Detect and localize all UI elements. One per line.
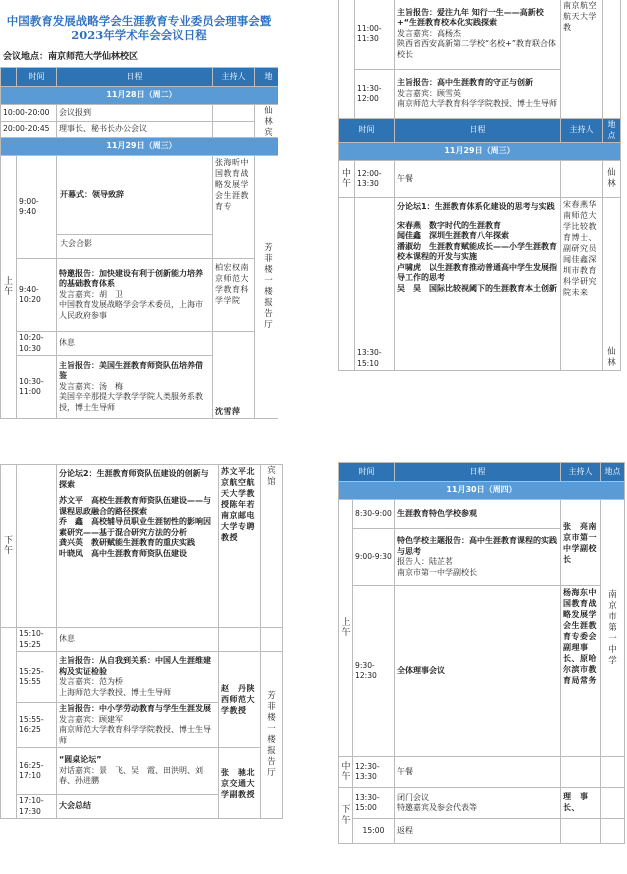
agenda-cell (395, 529, 561, 586)
table-row (1, 748, 283, 795)
agenda-cell (57, 703, 219, 748)
header-host: 主持人 (213, 68, 255, 87)
day-label: 11月29日（周三） (1, 138, 279, 156)
period-cell: 下午 (339, 788, 353, 844)
agenda-cell: 会议报到 (57, 105, 213, 122)
period-cell: 上午 (339, 500, 353, 757)
table-header (339, 119, 621, 143)
time-cell: 15:00 (353, 819, 395, 844)
forum-talk: 龚兴英 教研赋能生涯教育的重庆实践 (59, 538, 195, 547)
table-row (339, 788, 625, 819)
host-cell: 张 亮南京市第一中学副校长 (561, 500, 601, 586)
time-cell: 13:30-15:00 (353, 788, 395, 819)
agenda-cell: 休息 (57, 332, 213, 356)
place-cell (261, 628, 283, 652)
period-cell: 下午 (1, 465, 17, 628)
agenda-cell: 午餐 (395, 161, 561, 198)
time-cell: 9:00-9:30 (353, 529, 395, 586)
host-cell (213, 105, 255, 122)
report-guest: 发言嘉宾：胡 卫 (59, 289, 123, 299)
venue-line: 会议地点：南京师范大学仙林校区 (3, 52, 139, 62)
forum-talk: 吴 昊 国际比较视阈下的生涯教育本土创新 (397, 283, 557, 293)
place-cell: 仙林 (603, 161, 621, 198)
table-row (1, 105, 279, 122)
table-row (1, 156, 279, 259)
header-place: 地点 (601, 463, 625, 482)
forum-title: 分论坛2：生涯教育师资队伍建设的创新与探索 (59, 469, 209, 489)
place-cell (601, 819, 625, 844)
table-row (1, 332, 279, 356)
forum-talk: 苏文平 高校生涯教育师资队伍建设——与课程思政融合的路径探索 (59, 496, 211, 516)
header-time: 时间 (339, 463, 395, 482)
report-guest-desc: 美国辛辛那提大学教学学院人类服务系教授，博士生导师 (59, 392, 203, 412)
host-cell: 理 事长、 (561, 788, 601, 819)
closed-meeting-guests: 特邀嘉宾及参会代表等 (397, 803, 477, 812)
opening-ceremony: 开幕式：领导致辞 (57, 156, 212, 235)
agenda-cell (57, 652, 219, 703)
table-row (1, 628, 283, 652)
schedule-table-1 (0, 67, 278, 419)
time-cell: 17:10-17:30 (17, 795, 57, 819)
day-row (1, 87, 279, 105)
agenda-cell: 午餐 (395, 757, 561, 788)
table-row (339, 500, 625, 529)
agenda-cell: 理事长、秘书长办公会议 (57, 121, 213, 138)
agenda-cell: 大会总结 (57, 795, 219, 819)
host-cell: 杨海东中国教育战略发展学会生涯教育专委会副理事长、原哈尔滨市教育局常务 (561, 586, 601, 757)
time-cell: 15:10-15:25 (17, 628, 57, 652)
place-cell: 宾馆 (261, 465, 283, 628)
day-row (339, 143, 621, 161)
time-cell: 12:00-13:30 (355, 161, 395, 198)
time-cell: 10:00-20:00 (1, 105, 57, 122)
table-row (1, 652, 283, 703)
header-period (1, 68, 17, 87)
agenda-cell (395, 70, 561, 119)
day-label: 11月30日（周四） (339, 482, 625, 500)
agenda-cell (57, 748, 219, 795)
table-row (1, 121, 279, 138)
roundtable-guests: 对话嘉宾：景 飞、吴 霞、田洪明、刘春、孙进鹏 (59, 765, 203, 786)
table-row (339, 819, 625, 844)
forum-talk: 闻佳鑫 深圳生涯教育八年探索 (397, 231, 509, 240)
time-cell (17, 465, 57, 628)
day-row (339, 482, 625, 500)
agenda-cell: 生涯教育特色学校参观 (395, 500, 561, 529)
table-row (1, 259, 279, 332)
time-cell: 9:30-12:30 (353, 586, 395, 757)
closed-meeting: 闭门会议 (397, 792, 429, 802)
time-cell: 9:40-10:20 (17, 259, 57, 332)
period-cell: 中午 (339, 161, 355, 198)
time-cell: 20:00-20:45 (1, 121, 57, 138)
header-time: 时间 (17, 68, 57, 87)
host-cell: 柏宏权南京师范大学教育科学学院 (213, 259, 255, 332)
report-guest-desc: 南京市第一中学副校长 (397, 567, 477, 577)
time-cell: 15:55-16:25 (17, 703, 57, 748)
place-cell: 南京市第一中学 (601, 500, 625, 757)
time-cell: 10:30-11:00 (17, 356, 57, 419)
table-header (339, 463, 625, 482)
report-title: 主旨报告：高中生涯教育的守正与创新 (397, 78, 533, 88)
time-cell: 13:30-15:10 (355, 198, 395, 371)
place-cell (603, 0, 621, 119)
schedule-page-2 (338, 0, 627, 372)
header-place: 地点 (603, 119, 621, 143)
schedule-table-3 (0, 464, 283, 819)
report-guest: 发言嘉宾：顾建军 (59, 714, 123, 724)
schedule-page-1 (0, 0, 278, 428)
report-guest: 报告人：陆芷茗 (397, 557, 453, 566)
forum-talk: 宋春燕 数字时代的生涯教育 (397, 220, 501, 230)
forum-talk: 潘淑幼 生涯教育赋能成长——小学生涯教育校本课程的开发与实施 (397, 241, 557, 261)
forum-talk: 乔 鑫 高校辅导员职业生涯韧性的影响因素研究——基于混合研究方法的分析 (59, 517, 211, 537)
title-line-2: 2023年学术年会会议日程 (71, 28, 207, 42)
host-cell: 苏文平北京航空航天大学教授陈年若南京邮电大学专聘教授 (219, 465, 261, 628)
day-label: 11月28日（周二） (1, 87, 279, 105)
report-title: 主旨报告：爱注九年 知行一生——高新校+“生涯教育校本化实践探索 (397, 7, 544, 28)
header-time: 时间 (339, 119, 395, 143)
period-cell: 上午 (1, 156, 17, 419)
place-cell: 仙林 (603, 198, 621, 371)
host-cell (561, 819, 601, 844)
agenda-cell (57, 259, 213, 332)
table-row (339, 198, 621, 371)
period-cell (339, 198, 355, 371)
period-cell (339, 0, 355, 119)
host-cell (561, 161, 603, 198)
roundtable-title: “圆桌论坛” (59, 755, 102, 765)
report-guest-desc: 南京师范大学教育科学学院教授、博士生导师 (397, 99, 557, 109)
report-guest: 发言嘉宾：高杨杰 (397, 28, 461, 38)
table-row (339, 757, 625, 788)
place-cell: 芳菲楼一楼报告厅 (261, 652, 283, 819)
time-cell: 16:25-17:10 (17, 748, 57, 795)
document-title (0, 14, 278, 42)
time-cell: 15:25-15:55 (17, 652, 57, 703)
agenda-cell (395, 0, 561, 70)
forum-talk: 卢啸虎 以生涯教育推动普通高中学生发展指导工作的思考 (397, 262, 557, 282)
title-line-1: 中国教育发展战略学会生涯教育专业委员会理事会暨 (6, 14, 272, 28)
report-guest-desc: 上海师范大学教授、博士生导师 (59, 687, 171, 697)
agenda-cell (395, 198, 561, 371)
schedule-table-4 (338, 462, 625, 844)
place-cell (601, 788, 625, 819)
host-cell: 张 驰北京交通大学副教授 (219, 748, 261, 819)
time-cell: 8:30-9:00 (353, 500, 395, 529)
table-row (339, 586, 625, 757)
report-title: 主旨报告：从自我到关系：中国人生涯维建构及实证检验 (59, 656, 211, 676)
host-cell (219, 628, 261, 652)
report-guest: 发言嘉宾：汤 梅 (59, 381, 123, 391)
header-agenda: 日程 (395, 463, 561, 482)
table-row (339, 161, 621, 198)
host-cell: 沈雪萍 (213, 332, 255, 419)
table-row (339, 0, 621, 70)
time-cell: 11:30-12:00 (355, 70, 395, 119)
agenda-cell (395, 788, 561, 819)
place-cell: 芳菲楼一楼报告厅 (255, 156, 279, 419)
host-cell (213, 121, 255, 138)
report-guest-desc: 中国教育发展战略学会学术委员，上海市人民政府参事 (59, 300, 203, 320)
report-title: 主旨报告：美国生涯教育师资队伍培养借鉴 (59, 360, 203, 381)
host-cell: 宋春燕华南师范大学比较教育博士、副研究员闻佳鑫深圳市教育科学研究院未来 (561, 198, 603, 371)
table-header (1, 68, 279, 87)
time-cell: 9:00-9:40 (17, 156, 57, 259)
host-cell: 赵 丹陕西师范大学教授 (219, 652, 261, 748)
header-agenda: 日程 (395, 119, 561, 143)
period-cell (1, 628, 17, 819)
schedule-page-4 (338, 462, 627, 874)
time-cell: 11:00-11:30 (355, 0, 395, 70)
time-cell: 10:20-10:30 (17, 332, 57, 356)
report-title: 特邀报告：加快建设有利于创新能力培养的基础教育体系 (59, 268, 203, 289)
header-host: 主持人 (561, 119, 603, 143)
report-guest-desc: 陕西省西安高新第二学校“名校+”教育联合体校长 (397, 39, 556, 59)
table-row (1, 465, 283, 628)
header-place: 地 (255, 68, 279, 87)
agenda-cell: 返程 (395, 819, 561, 844)
schedule-page-3 (0, 462, 283, 874)
forum-talk: 叶晓凤 高中生涯教育师资队伍建设 (59, 548, 187, 558)
agenda-cell (57, 156, 213, 259)
report-title: 主旨报告：中小学劳动教育与学生生涯发展 (59, 704, 211, 713)
host-cell (561, 757, 601, 788)
day-label: 11月29日（周三） (339, 143, 621, 161)
agenda-cell (57, 465, 219, 628)
report-guest: 发言嘉宾：范为桥 (59, 677, 123, 686)
report-guest: 发言嘉宾：顾雪英 (397, 88, 461, 98)
header-agenda: 日程 (57, 68, 213, 87)
time-cell: 12:30-13:30 (353, 757, 395, 788)
agenda-cell (57, 356, 213, 419)
period-cell: 中午 (339, 757, 353, 788)
host-cell: 南京航空航天大学教 (561, 0, 603, 119)
day-row (1, 138, 279, 156)
forum-title: 分论坛1：生涯教育体系化建设的思考与实践 (397, 202, 555, 211)
schedule-table-2 (338, 0, 621, 371)
report-guest-desc: 南京师范大学教育科学学院教授、博士生导师 (59, 725, 211, 745)
report-title: 特色学校主题报告：高中生涯教育课程的实践与思考 (397, 536, 557, 556)
agenda-cell: 全体理事会议 (395, 586, 561, 757)
place-cell: 仙林宾 (255, 105, 279, 138)
agenda-cell: 休息 (57, 628, 219, 652)
host-cell: 张海昕中国教育战略发展学会生涯教育专 (213, 156, 255, 259)
place-cell (601, 757, 625, 788)
group-photo: 大会合影 (60, 239, 92, 248)
header-host: 主持人 (561, 463, 601, 482)
